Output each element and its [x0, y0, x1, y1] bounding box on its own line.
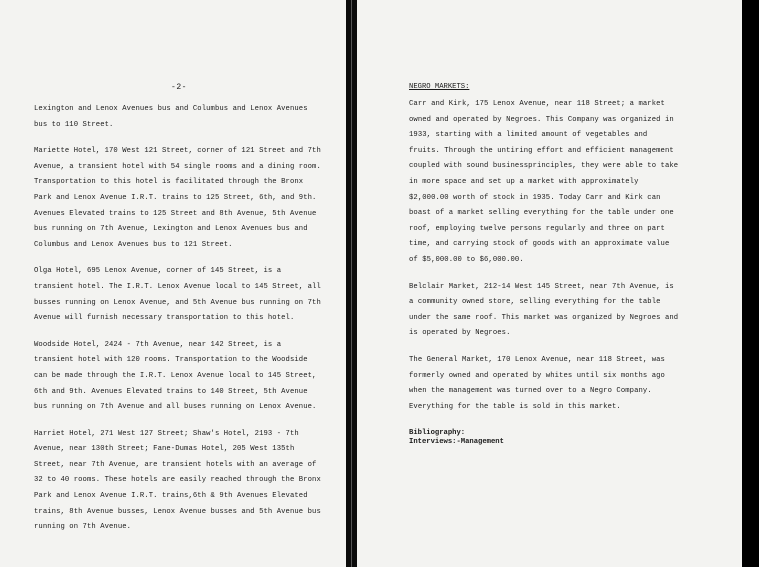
left-page [0, 0, 346, 567]
bibliography-entry: Interviews:-Management [409, 438, 504, 447]
section-heading: NEGRO MARKETS: [409, 83, 470, 91]
paragraph-carr-kirk: Carr and Kirk, 175 Lenox Avenue, near 118 Street; a market owned and operated by Negroes. This Company was organized in 1933, starting with a limited amount of vegetables and fruits. Through the untiring effort and efficient management coupled with sound businessprinciples, they were able to take in more space and set up a market with approximately $2,000.00 worth of stock in 1935. Today Carr and Kirk can boast of a market selling everything for the table under one roof, employing twelve persons regularly and three on part time, and carrying stock of goods with an approximate value of $5,000.00 to $6,000.00. [409, 100, 679, 264]
paragraph-belclair-market: Belclair Market, 212-14 West 145 Street, near 7th Avenue, is a community owned store, selling everything for the table under the same roof. This market was organized by Negroes and is operated by Negroes. [409, 282, 679, 338]
page-number: -2- [171, 83, 187, 92]
paragraph-lexington-bus: Lexington and Lenox Avenues bus and Columbus and Lenox Avenues bus to 110 Street. [34, 105, 308, 129]
bibliography-label: Bibliography: [409, 429, 466, 438]
right-page [357, 0, 742, 567]
bibliography [409, 429, 718, 447]
paragraph-harriet-hotel: Harriet Hotel, 271 West 127 Street; Shaw's Hotel, 2193 - 7th Avenue, near 130th Street; Fane-Dumas Hotel, 205 West 135th Street, near 7th Avenue, are transient hotels with an average of 32 to 40 rooms. These hotels are easily reached through the Bronx Park and Lenox Avenue I.R.T. trains,6th & 9th Avenues Elevated trains, 8th Avenue busses, Lenox Avenue busses and 5th Avenue bus running on 7th Avenue. [34, 429, 321, 532]
paragraph-mariette-hotel: Mariette Hotel, 170 West 121 Street, corner of 121 Street and 7th Avenue, a transient hotel with 54 single rooms and a dining room. Transportation to this hotel is facilitated through the Bronx Park and Lenox Avenue I.R.T. trains to 125 Street, 6th, and 9th. Avenues Elevated trains to 125 Street and 8th Avenue, 5th Avenue bus running on 7th Avenue, Lexington and Lenox Avenues bus and Columbus and Lenox Avenues bus to 121 Street. [34, 147, 321, 249]
scan-border-right [742, 0, 759, 567]
paragraph-general-market: The General Market, 170 Lenox Avenue, near 118 Street, was formerly owned and operated by whites until six months ago when the management was turned over to a Negro Company. Everything for the table is sold in this market. [409, 355, 665, 411]
gutter-line [351, 0, 352, 567]
paragraph-olga-hotel: Olga Hotel, 695 Lenox Avenue, corner of 145 Street, is a transient hotel. The I.R.T. Lenox Avenue local to 145 Street, all busses running on Lenox Avenue, and 5th Avenue bus running on 7th Avenue will furnish necessary transportation to this hotel. [34, 267, 321, 323]
paragraph-woodside-hotel: Woodside Hotel, 2424 - 7th Avenue, near 142 Street, is a transient hotel with 120 rooms. Transportation to the Woodside can be made through the I.R.T. Lenox Avenue local to 145 Street, 6th and 9th. Avenues Elevated trains to 140 Street, 5th Avenue bus running on 7th Avenue and all buses running on Lenox Avenue. [34, 340, 317, 412]
